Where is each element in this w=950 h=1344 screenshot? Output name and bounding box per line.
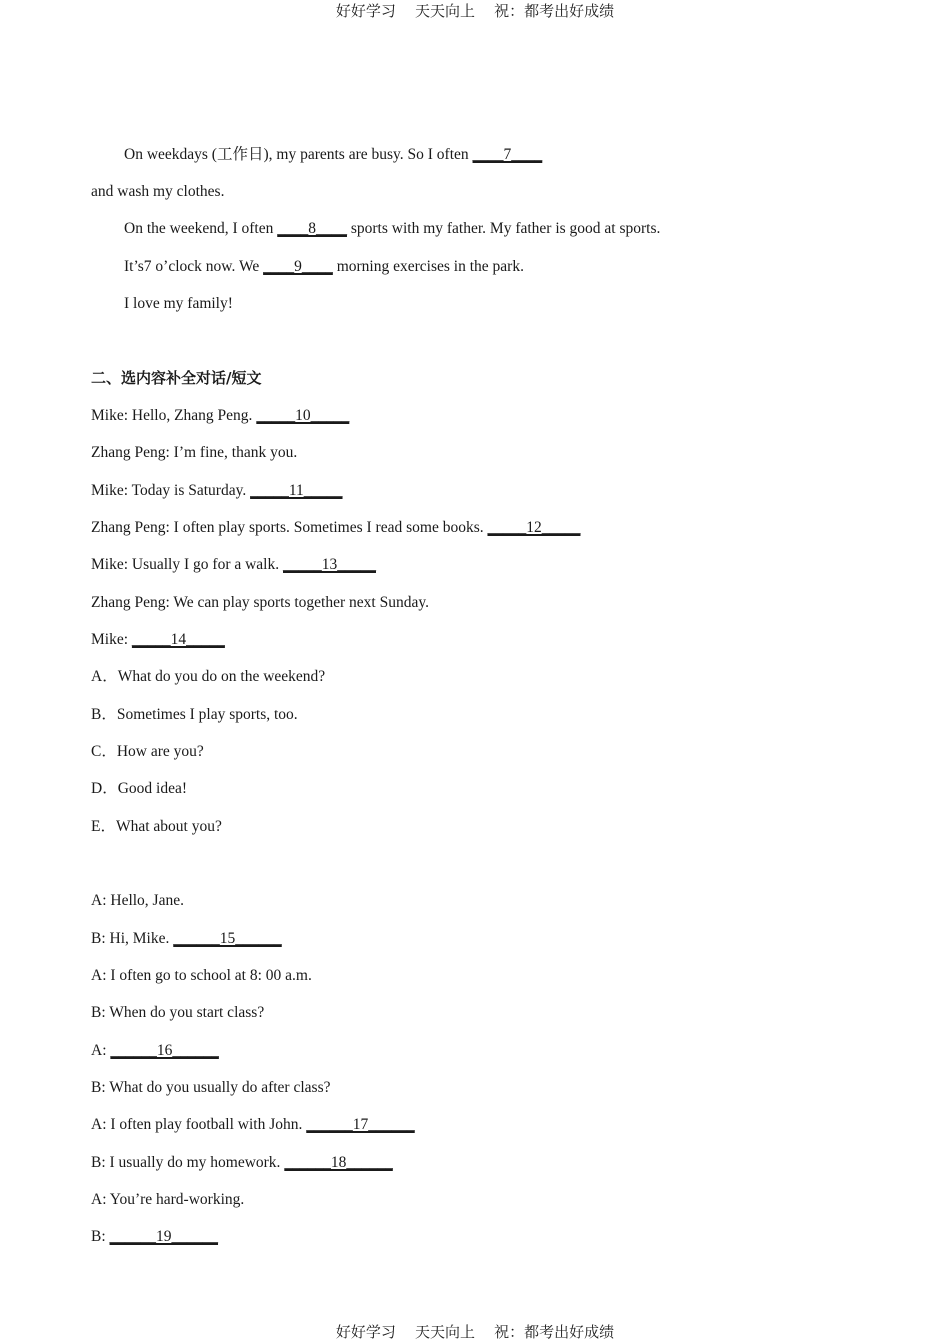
dialog-line [91,1003,264,1023]
dialog-line [91,630,225,650]
dialog-text: A: Hello, Jane. [91,892,184,909]
dialog-text: Mike: [91,631,132,648]
dialog-line [91,593,429,613]
dialog-text: B: What do you usually do after class? [91,1079,331,1096]
passage-line-1 [124,145,542,165]
blank-15: ______15______ [173,930,282,947]
dialog-text: A: I often go to school at 8: 00 a.m. [91,967,312,984]
option-e: E．What about you? [91,818,222,835]
blank-12: _____12_____ [487,519,581,536]
dialog-text: Mike: Usually I go for a walk. [91,556,283,573]
dialog-text: B: Hi, Mike. [91,930,174,947]
section-heading: 二、选内容补全对话/短文 [91,369,262,387]
dialog-text: B: I usually do my homework. [91,1154,285,1171]
dialog-line [91,1115,415,1135]
dialog-line [91,481,343,501]
page-footer: 好好学习 天天向上 祝：都考出好成绩 [335,1323,615,1341]
dialog-line [91,1227,218,1247]
page-header: 好好学习 天天向上 祝：都考出好成绩 [335,2,615,20]
dialog-line [91,1041,219,1061]
dialog-line [91,555,376,575]
blank-18: ______18______ [284,1154,393,1171]
option-a: A．What do you do on the weekend? [91,668,326,685]
passage-line-2 [124,219,660,239]
passage-text: On the weekend, I often [124,220,278,237]
blank-11: _____11_____ [250,482,343,499]
passage-line-1-cont: and wash my clothes. [91,183,225,200]
dialog-line [91,518,580,538]
dialog-text: A: [91,1042,111,1059]
dialog-text: B: [91,1228,110,1245]
dialog-line [91,966,312,986]
dialog-line [91,406,349,426]
dialog-text: Mike: Today is Saturday. [91,482,251,499]
blank-14: _____14_____ [131,631,225,648]
passage-line-4: I love my family! [124,295,233,312]
blank-8: ____8____ [277,220,347,237]
passage-line-3 [124,257,524,277]
blank-10: _____10_____ [256,407,350,424]
dialog-text: Zhang Peng: I often play sports. Sometimes I read some books. [91,519,488,536]
dialog-text: Mike: Hello, Zhang Peng. [91,407,257,424]
blank-17: ______17______ [306,1116,415,1133]
option-b: B．Sometimes I play sports, too. [91,706,298,723]
blank-13: _____13_____ [283,556,376,573]
dialog-text: B: When do you start class? [91,1004,265,1021]
blank-7: ____7____ [472,146,543,163]
dialog-text: A: I often play football with John. [91,1116,307,1133]
dialog-line [91,891,184,911]
passage-text: morning exercises in the park. [332,258,524,275]
dialog-line [91,1190,244,1210]
passage-text: sports with my father. My father is good at sports. [346,220,661,237]
passage-text: It’s7 o’clock now. We [124,258,264,275]
dialog-text: Zhang Peng: We can play sports together next Sunday. [91,594,429,611]
dialog-line [91,929,282,949]
passage-text: On weekdays (工作日), my parents are busy. So I often [124,146,473,163]
option-d: D．Good idea! [91,780,187,797]
blank-19: ______19______ [109,1228,219,1245]
option-c: C．How are you? [91,743,204,760]
dialog-line [91,443,297,463]
dialog-text: A: You’re hard-working. [91,1191,245,1208]
blank-9: ____9____ [263,258,333,275]
dialog-line [91,1153,393,1173]
blank-16: ______16______ [110,1042,219,1059]
dialog-line [91,1078,330,1098]
dialog-text: Zhang Peng: I’m fine, thank you. [91,444,298,461]
